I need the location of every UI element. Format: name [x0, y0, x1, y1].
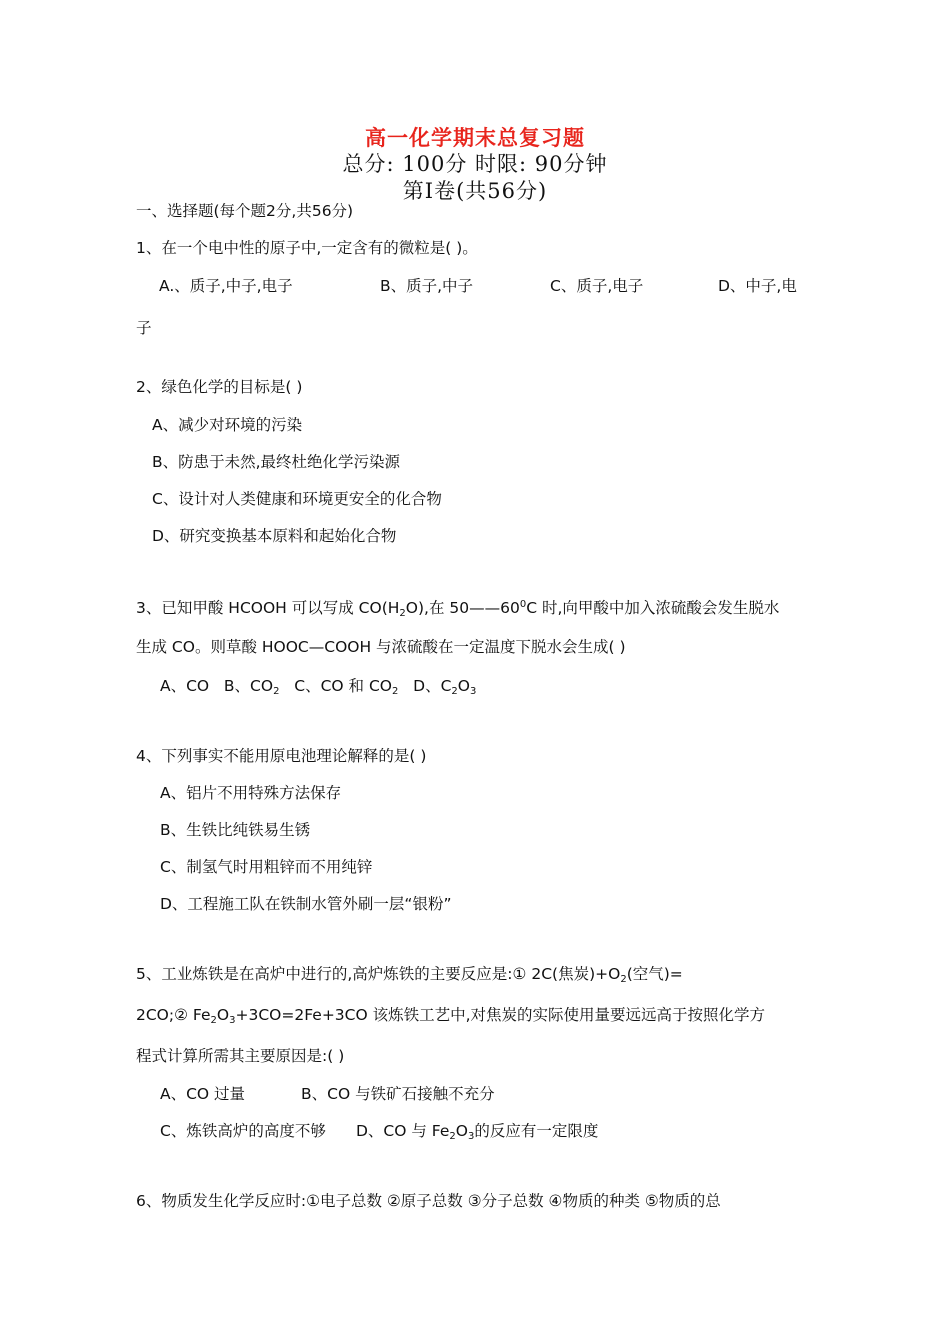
question-3-option-b: B、$CO_2$ — [223, 677, 280, 697]
question-5-stem-line-2: 2CO;② $Fe_2O_3+3CO=2Fe+3CO$ 该炼铁工艺中,对焦炭的实际使用量要远远高于按照化学方 — [136, 1006, 766, 1026]
question-1-option-a: A.、质子,中子,电子 — [159, 277, 293, 295]
question-3-option-c: C、CO 和 $CO_2$ — [294, 677, 399, 697]
question-5-option-c: C、炼铁高炉的高度不够 — [160, 1122, 326, 1140]
score-time-line: 总分: 100分 时限: 90分钟 — [342, 152, 608, 176]
question-4-option-a: A、铝片不用特殊方法保存 — [160, 784, 342, 802]
question-5-stem-line-3: 程式计算所需其主要原因是:( ) — [136, 1047, 345, 1065]
question-2-stem: 2、绿色化学的目标是( ) — [136, 378, 303, 396]
question-5-option-b: B、CO 与铁矿石接触不充分 — [301, 1085, 495, 1103]
question-5-stem-line-1: 5、工业炼铁是在高炉中进行的,高炉炼铁的主要反应是:① 2C(焦炭)$+O_2$(空气)= — [136, 965, 683, 985]
question-6-stem: 6、物质发生化学反应时:①电子总数 ②原子总数 ③分子总数 ④物质的种类 ⑤物质的总 — [136, 1192, 721, 1210]
question-3-stem-line-1: 3、已知甲酸 HCOOH 可以写成 $CO(H_2O)$,在 $50——60^0C$ 时,向甲酸中加入浓硫酸会发生脱水 — [136, 599, 780, 619]
question-3-option-d: D、$C_2O_3$ — [413, 677, 477, 697]
question-3-stem-line-2: 生成 CO。则草酸 HOOC—COOH 与浓硫酸在一定温度下脱水会生成( ) — [136, 638, 626, 656]
question-2-option-a: A、减少对环境的污染 — [152, 416, 303, 434]
question-1-option-c: C、质子,电子 — [550, 277, 644, 295]
question-2-option-c: C、设计对人类健康和环境更安全的化合物 — [152, 490, 442, 508]
question-3-options — [160, 676, 476, 696]
question-2-option-b: B、防患于未然,最终杜绝化学污染源 — [152, 453, 401, 471]
question-3-option-a: A、CO — [160, 677, 210, 695]
question-1-stem: 1、在一个电中性的原子中,一定含有的微粒是( )。 — [136, 239, 478, 257]
question-1-option-d-wrap: 子 — [136, 319, 152, 337]
question-1-option-b: B、质子,中子 — [380, 277, 474, 295]
question-1-option-d: D、中子,电 — [718, 277, 797, 295]
page-title: 高一化学期末总复习题 — [365, 126, 585, 150]
question-5-option-a: A、CO 过量 — [160, 1085, 246, 1103]
question-5-option-d: D、CO 与 $Fe_2O_3$的反应有一定限度 — [356, 1122, 599, 1142]
question-4-option-b: B、生铁比纯铁易生锈 — [160, 821, 311, 839]
question-2-option-d: D、研究变换基本原料和起始化合物 — [152, 527, 397, 545]
question-4-option-c: C、制氢气时用粗锌而不用纯锌 — [160, 858, 373, 876]
section-heading: 一、选择题(每个题2分,共56分) — [136, 202, 354, 220]
volume-line: 第Ⅰ卷(共56分) — [402, 179, 548, 203]
question-4-stem: 4、下列事实不能用原电池理论解释的是( ) — [136, 747, 427, 765]
question-4-option-d: D、工程施工队在铁制水管外刷一层“银粉” — [160, 895, 452, 913]
